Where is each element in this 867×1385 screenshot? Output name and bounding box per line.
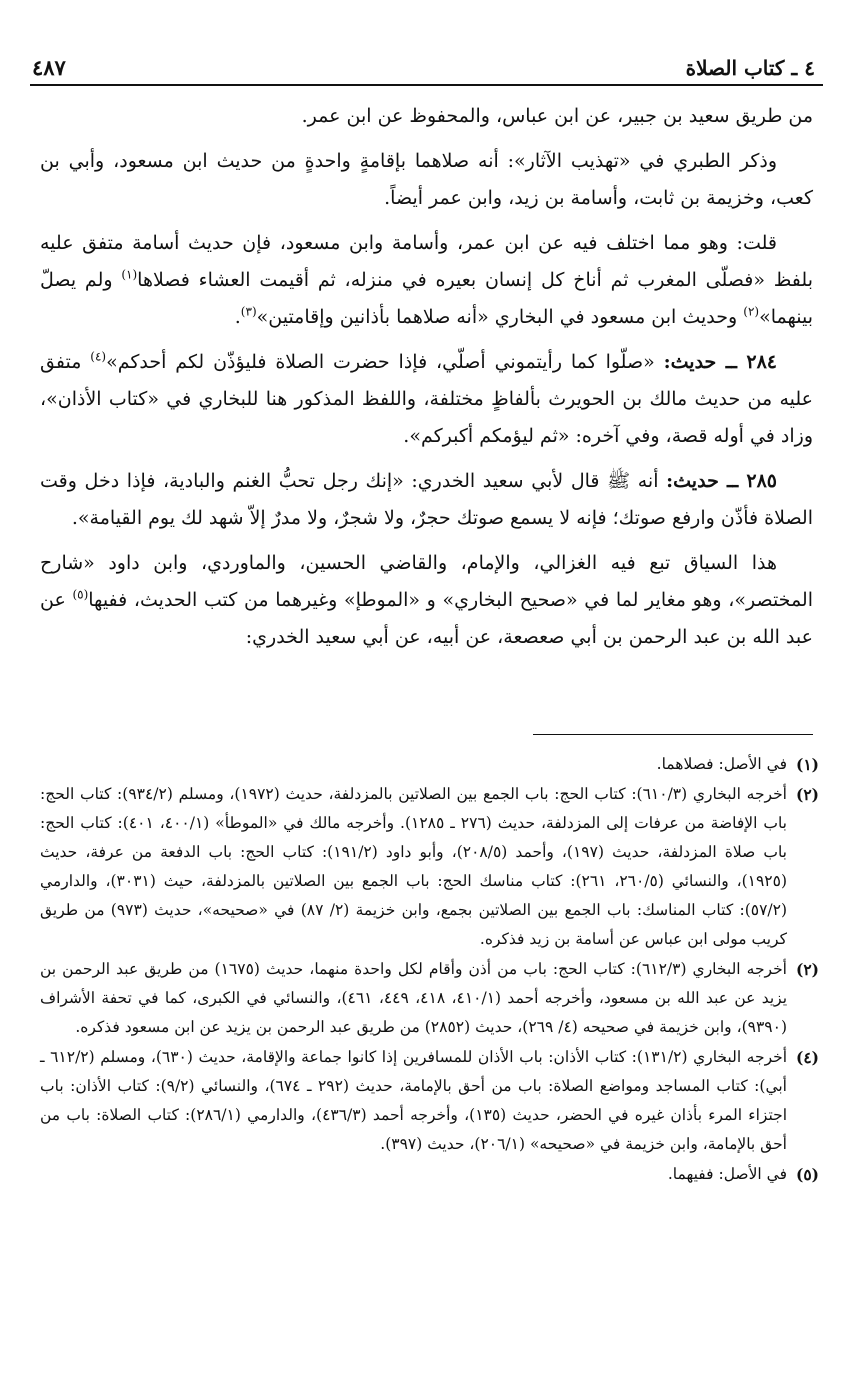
footnote-marker: (٤) [795, 1048, 819, 1067]
footnote-1 [40, 750, 819, 779]
paragraph-3 [40, 225, 813, 336]
paragraph-text: ولم يصلّ بينهما» [40, 269, 813, 328]
paragraph-text: متفق عليه من حديث مالك بن الحويرث بألفاظٍ مختلفة، واللفظ المذكور هنا للبخاري في «كتاب الأذان»، وزاد في أوله قصة، وفي آخره: «ثم ليؤمكم أكبركم». [40, 351, 813, 447]
paragraph-text: قلت: وهو مما اختلف فيه عن ابن عمر، وأسامة وابن مسعود، فإن حديث أسامة متفق عليه بلفظ «فصلّى المغرب ثم أناخ كل إنسان بعيره في منزله، ثم أقيمت العشاء فصلاها [40, 232, 813, 291]
hadith-number: ٢٨٥ ــ حديث: [666, 470, 778, 492]
paragraph-2 [40, 143, 813, 217]
footnote-marker: (١) [795, 755, 819, 774]
footnote-marker: (٥) [795, 1165, 819, 1184]
footnote-marker: (٢) [795, 785, 819, 804]
footnote-marker: (٢) [795, 960, 819, 979]
footnote-ref[interactable]: (٣) [240, 304, 257, 319]
footnote-ref[interactable]: (٢) [743, 304, 760, 319]
paragraph-1 [40, 98, 813, 135]
paragraph-text: . [234, 306, 241, 328]
footnote-2 [40, 780, 819, 954]
paragraph-text: هذا السياق تبع فيه الغزالي، والإمام، والقاضي الحسين، والماوردي، وابن داود «شارح المختصر»، وهو مغاير لما في «صحيح البخاري» و «الموطإ» وغيرهما من كتب الحديث، ففيها [40, 552, 813, 611]
running-header [32, 44, 815, 80]
page-number: ٤٨٧ [32, 55, 66, 80]
paragraph-6 [40, 545, 813, 656]
paragraph-text: من طريق سعيد بن جبير، عن ابن عباس، والمحفوظ عن ابن عمر. [301, 105, 813, 127]
footnote-separator [533, 734, 813, 735]
paragraph-text: عن عبد الله بن عبد الرحمن بن أبي صعصعة، عن أبيه، عن أبي سعيد الخدري: [40, 589, 813, 648]
footnote-ref[interactable]: (٤) [90, 349, 107, 364]
header-rule [30, 84, 823, 86]
main-text [40, 98, 813, 664]
paragraph-text: «صلّوا كما رأيتموني أصلّي، فإذا حضرت الصلاة فليؤذّن لكم أحدكم» [106, 351, 664, 373]
footnote-text: في الأصل: ففيهما. [667, 1165, 787, 1183]
footnote-text: في الأصل: فصلاهما. [656, 755, 787, 773]
hadith-284 [40, 344, 813, 455]
footnote-4 [40, 1043, 819, 1159]
footnote-ref[interactable]: (١) [121, 267, 138, 282]
footnote-3 [40, 955, 819, 1042]
paragraph-text: وذكر الطبري في «تهذيب الآثار»: أنه صلاهما بإقامةٍ واحدةٍ من حديث ابن مسعود، وأبي بن كعب، وخزيمة بن ثابت، وأسامة بن زيد، وابن عمر أيضاً. [40, 150, 813, 209]
paragraph-text: وحديث ابن مسعود في البخاري «أنه صلاهما بأذانين وإقامتين» [256, 306, 744, 328]
paragraph-text: أنه ﷺ قال لأبي سعيد الخدري: «إنك رجل تحبُّ الغنم والبادية، فإذا دخل وقت الصلاة فأذّن وارفع صوتك؛ فإنه لا يسمع صوتك حجرٌ، ولا شجرٌ، ولا مدرٌ إلاّ شهد لك يوم القيامة». [40, 470, 813, 529]
footnote-ref[interactable]: (٥) [72, 587, 89, 602]
footnote-text: أخرجه البخاري (٦١٠/٣): كتاب الحج: باب الجمع بين الصلاتين بالمزدلفة، حديث (١٩٧٢)، ومسلم (٩٣٤/٢): كتاب الحج: باب الإفاضة من عرفات إلى المزدلفة، حديث (٢٧٦ ـ ١٢٨٥). وأخرجه مالك في «الموطأ» (٤٠٠/١، ٤٠١): كتاب الحج: باب صلاة المزدلفة، حديث (١٩٧)، وأحمد (٢٠٨/٥)، وأبو داود (١٩١/٢): كتاب الحج: باب الدفعة من عرفة، حديث (١٩٢٥)، والنسائي (٢٦٠/٥، ٢٦١): كتاب مناسك الحج: باب الجمع بين الصلاتين بالمزدلفة، حيث (٣٠٣١)، والدارمي (٥٧/٢): كتاب المناسك: باب الجمع بين الصلاتين بجمع، وابن خزيمة (٢/ ٨٧) في «صحيحه»، حديث (٩٧٣) من طريق كريب مولى ابن عباس عن أسامة بن زيد فذكره. [40, 785, 788, 948]
chapter-title: ٤ ـ كتاب الصلاة [685, 56, 815, 80]
hadith-285 [40, 463, 813, 537]
footnote-text: أخرجه البخاري (١٣١/٢): كتاب الأذان: باب الأذان للمسافرين إذا كانوا جماعة والإقامة، حديث (٦٣٠)، ومسلم (٦١٢/٢ ـ أبي): كتاب المساجد ومواضع الصلاة: باب من أحق بالإمامة، حديث (٢٩٢ ـ ٦٧٤)، والنسائي (٩/٢): كتاب الأذان: باب اجتزاء المرء بأذان غيره في الحضر، حديث (١٣٥)، وأخرجه أحمد (٤٣٦/٣)، والدارمي (٢٨٦/١): كتاب الصلاة: باب من أحق بالإمامة، وابن خزيمة في «صحيحه» (٢٠٦/١)، حديث (٣٩٧). [40, 1048, 788, 1153]
footnote-5 [40, 1160, 819, 1189]
footnote-text: أخرجه البخاري (٦١٢/٣): كتاب الحج: باب من أذن وأقام لكل واحدة منهما، حديث (١٦٧٥) من طريق عبد الرحمن بن يزيد عن عبد الله بن مسعود، وأخرجه أحمد (٤١٠/١، ٤١٨، ٤٤٩، ٤٦١)، والنسائي في الكبرى، كما في تحفة الأشراف (٩٣٩٠)، وابن خزيمة في صحيحه (٤/ ٢٦٩)، حديث (٢٨٥٢) من طريق عبد الرحمن بن يزيد عن ابن مسعود فذكره. [40, 960, 788, 1036]
hadith-number: ٢٨٤ ــ حديث: [663, 351, 777, 373]
footnotes [40, 750, 819, 1190]
